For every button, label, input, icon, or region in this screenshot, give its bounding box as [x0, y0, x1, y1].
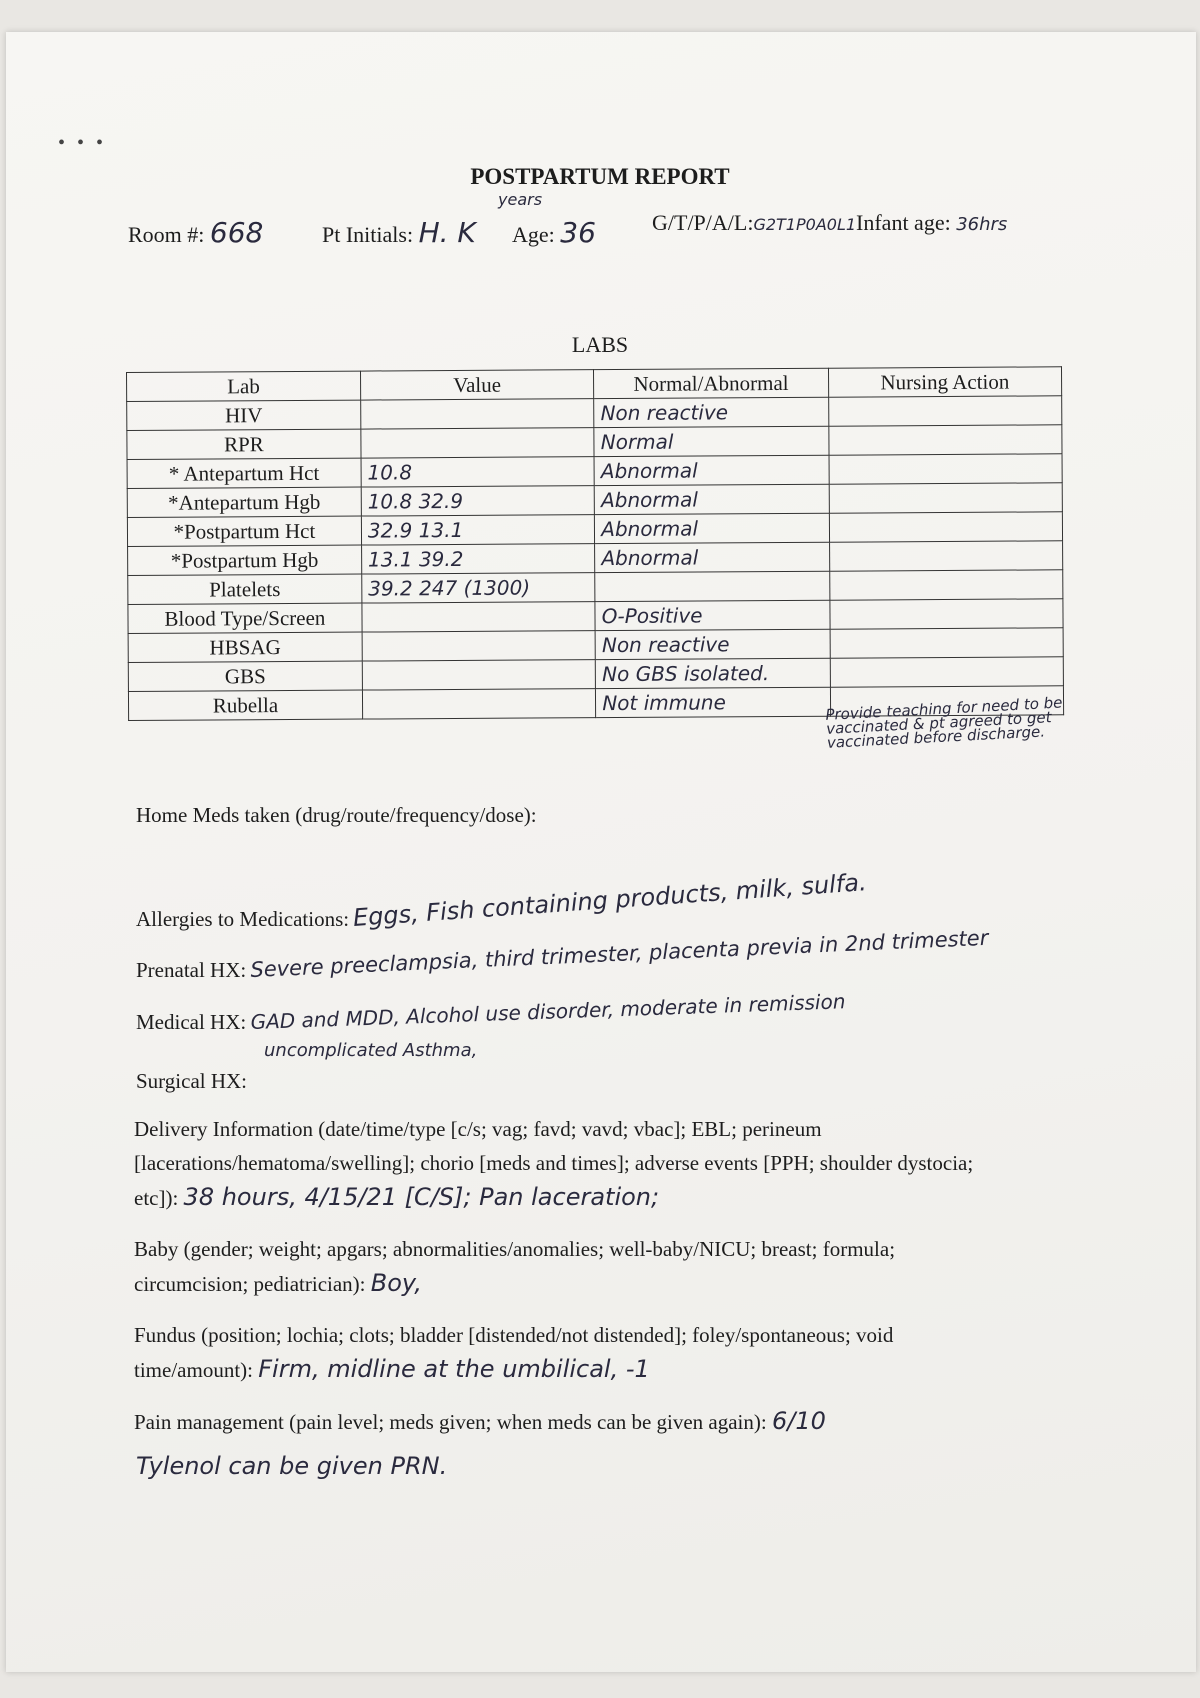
lab-value	[362, 631, 596, 661]
gtpal-label: G/T/P/A/L:	[652, 210, 754, 235]
gtpal-field	[652, 210, 1007, 236]
pain-label: Pain management (pain level; meds given; when meds can be given again):	[134, 1410, 767, 1434]
labs-table	[126, 366, 1064, 721]
lab-status: Abnormal	[595, 513, 829, 543]
surgical-label: Surgical HX:	[136, 1069, 248, 1093]
baby-value: Boy,	[370, 1269, 422, 1297]
lab-action	[830, 628, 1064, 658]
pt-initials-label: Pt Initials:	[322, 222, 414, 247]
age-value: 36	[560, 216, 596, 249]
pt-initials-value: H. K	[418, 216, 476, 249]
allergies-value: Eggs, Fish containing products, milk, sulfa.	[352, 868, 868, 932]
lab-value	[362, 602, 596, 632]
header-normal-abnormal: Normal/Abnormal	[594, 368, 828, 398]
fundus-info	[134, 1318, 1014, 1387]
home-meds-line	[136, 800, 537, 828]
lab-name: RPR	[127, 429, 361, 459]
prenatal-label: Prenatal HX:	[136, 958, 247, 982]
age-field	[512, 216, 596, 249]
prenatal-value: Severe preeclampsia, third trimester, placenta previa in 2nd trimester	[250, 925, 990, 982]
surgical-line	[136, 1066, 247, 1094]
rubella-action-note: Provide teaching for need to be vaccinated & pt agreed to get vaccinated before discharge.	[825, 693, 1063, 752]
lab-name: *Antepartum Hgb	[127, 487, 361, 517]
baby-info	[134, 1232, 1014, 1301]
lab-status: Normal	[594, 426, 828, 456]
lab-name: HBSAG	[128, 632, 362, 662]
pain-value-line2: Tylenol can be given PRN.	[136, 1452, 448, 1480]
punch-marks: •••	[58, 132, 116, 154]
lab-status: No GBS isolated.	[596, 658, 830, 688]
lab-value: 39.2 247 (1300)	[362, 573, 596, 603]
room-field	[128, 216, 263, 249]
lab-action	[829, 541, 1063, 571]
lab-status: Abnormal	[595, 542, 829, 572]
pt-initials-field	[322, 216, 476, 249]
lab-action	[828, 425, 1062, 455]
delivery-value: 38 hours, 4/15/21 [C/S]; Pan laceration;	[183, 1183, 660, 1211]
medical-value: GAD and MDD, Alcohol use disorder, moderate in remission	[250, 989, 847, 1034]
lab-status: Not immune	[596, 687, 830, 717]
lab-status	[595, 571, 829, 601]
room-label: Room #:	[128, 222, 205, 247]
gtpal-value: G2T1P0A0L1	[753, 215, 857, 234]
age-label: Age:	[512, 222, 555, 247]
fundus-value: Firm, midline at the umbilical, -1	[258, 1355, 650, 1383]
lab-status: Non reactive	[595, 629, 829, 659]
labs-section-title: LABS	[571, 332, 629, 357]
lab-name: HIV	[127, 400, 361, 430]
lab-name: Blood Type/Screen	[128, 603, 362, 633]
lab-value	[362, 660, 596, 690]
lab-action	[829, 512, 1063, 542]
baby-label: Baby (gender; weight; apgars; abnormalities/anomalies; well-baby/NICU; breast; formula; circumcision; pediatrician):	[134, 1237, 896, 1296]
header-lab: Lab	[127, 371, 361, 401]
lab-name: * Antepartum Hct	[127, 458, 361, 488]
lab-value: 13.1 39.2	[361, 544, 595, 574]
age-note: years	[498, 190, 543, 209]
lab-value	[361, 428, 595, 458]
medical-value-line2: uncomplicated Asthma,	[264, 1040, 478, 1061]
infant-age-value: 36hrs	[956, 214, 1008, 235]
lab-action	[828, 396, 1062, 426]
room-value: 668	[209, 216, 264, 249]
lab-action	[829, 599, 1063, 629]
lab-value	[362, 689, 596, 719]
lab-value: 10.8	[361, 457, 595, 487]
lab-name: Rubella	[128, 690, 362, 720]
lab-action	[829, 454, 1063, 484]
pain-info	[134, 1404, 1014, 1439]
delivery-label: Delivery Information (date/time/type [c/s; vag; favd; vavd; vbac]; EBL; perineum [lacerations/hematoma/swelling]; chorio [meds and times]; adverse events [PPH; shoulder dystocia; etc]):	[134, 1117, 974, 1210]
lab-value: 10.8 32.9	[361, 486, 595, 516]
lab-status: Abnormal	[594, 484, 828, 514]
fundus-label: Fundus (position; lochia; clots; bladder [distended/not distended]; foley/spontaneous; void time/amount):	[134, 1323, 894, 1382]
lab-name: *Postpartum Hct	[127, 516, 361, 546]
lab-action	[830, 657, 1064, 687]
allergies-label: Allergies to Medications:	[136, 907, 350, 931]
medical-label: Medical HX:	[136, 1010, 247, 1034]
lab-action	[829, 483, 1063, 513]
prenatal-line	[136, 925, 990, 983]
allergies-line	[136, 868, 869, 932]
medical-line	[136, 989, 847, 1035]
lab-name: GBS	[128, 661, 362, 691]
header-value: Value	[360, 370, 594, 400]
lab-name: *Postpartum Hgb	[128, 545, 362, 575]
delivery-info	[134, 1112, 1014, 1215]
infant-age-label: Infant age:	[856, 210, 951, 235]
lab-status: Non reactive	[594, 397, 828, 427]
lab-value	[361, 399, 595, 429]
pain-value: 6/10	[771, 1407, 826, 1435]
lab-value: 32.9 13.1	[361, 515, 595, 545]
home-meds-label: Home Meds taken (drug/route/frequency/dose):	[136, 803, 537, 827]
lab-name: Platelets	[128, 574, 362, 604]
report-title: POSTPARTUM REPORT	[470, 164, 730, 189]
lab-status: Abnormal	[594, 455, 828, 485]
lab-action	[829, 570, 1063, 600]
lab-status: O-Positive	[595, 600, 829, 630]
header-nursing-action: Nursing Action	[828, 367, 1062, 397]
